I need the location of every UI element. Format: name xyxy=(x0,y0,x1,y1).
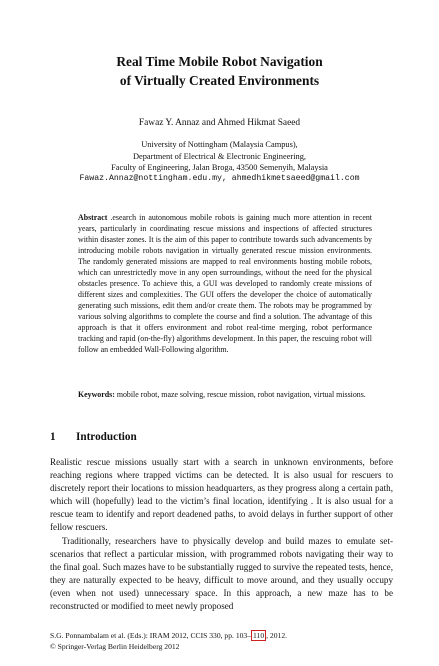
section-heading xyxy=(50,431,137,443)
citation-text: S.G. Ponnambalam et al. (Eds.): IRAM 2012, CCIS 330, pp. 103– xyxy=(50,631,252,640)
keywords-text: mobile robot, maze solving, rescue mission, robot navigation, virtual missions. xyxy=(116,390,366,399)
abstract-text: .esearch in autonomous mobile robots is gaining much more attention in recent years, particularly in coordinating rescue missions and inspections of affected structures within disaster zones. It is the aim of this paper to contribute towards such advancements by introducing mobile robots navigation in virtually generated rescue mission environments. The randomly generated missions are mapped to real environments hosting mobile robots, which can unrestrictedly move in any open surroundings, without the need for the physical obstacles presence. To achieve this, a GUI was developed to randomly create missions of different sizes and complexities. The GUI offers the developer the choice of automatically generating such missions, edit them and/or create them. The robots may be programmed by various solving algorithms to complete the course and find a solution. The advantage of this approach is that it offers environment and robot real-time merging, robot performance tracking and rapid (on-the-fly) algorithms development. In this paper, the rescuing robot will follow an embedded Wall-Following algorithm. xyxy=(78,213,372,354)
author-emails: Fawaz.Annaz@nottingham.edu.my, ahmedhikmetsaeed@gmail.com xyxy=(79,174,360,183)
section-title: Introduction xyxy=(76,431,137,443)
paragraph: Traditionally, researchers have to physically develop and build mazes to emulate set-scenarios that reflect a particular mission, with programmed robots navigating their way to the final goal. Such mazes have to be substantially rugged to survive the repeated tests, hence, they are naturally expected to be heavy, difficult to move around, and they usually occupy (even when not used) unnecessary space. In this approach, a new maze has to be reconstructed or modified to meet newly proposed xyxy=(50,535,393,612)
section-number: 1 xyxy=(50,431,56,443)
abstract-label: Abstract xyxy=(78,213,108,222)
body-text xyxy=(50,456,393,613)
paper-title-line-1: Real Time Mobile Robot Navigation xyxy=(116,54,323,69)
copyright-line: © Springer-Verlag Berlin Heidelberg 2012 xyxy=(50,642,180,651)
paragraph: Realistic rescue missions usually start with a search in unknown environments, before reaching regions where trapped victims can be detected. It is also usual for rescuers to discretely report their locations to mission headquarters, as they progress along a certain path, which will (hopefully) lead to the victim’s final location, identifying . It is also usual for a rescue team to identify and report deadened paths, to avoid delays in further support of other fellow rescuers. xyxy=(50,457,393,533)
keywords xyxy=(78,389,372,400)
affiliation-line-2: Department of Electrical & Electronic Engineering, xyxy=(132,151,306,161)
authors: Fawaz Y. Annaz and Ahmed Hikmat Saeed xyxy=(138,118,301,128)
citation-year: , 2012. xyxy=(266,631,288,640)
page-range-link[interactable]: 110 xyxy=(253,631,265,640)
citation-line xyxy=(50,630,287,641)
keywords-label: Keywords: xyxy=(78,390,115,399)
paper-title-line-2: of Virtually Created Environments xyxy=(119,73,320,88)
footnote xyxy=(50,630,287,652)
abstract xyxy=(78,212,372,355)
affiliation-line-3: Faculty of Engineering, Jalan Broga, 43500 Semenyih, Malaysia xyxy=(111,163,328,172)
affiliation-line-1: University of Nottingham (Malaysia Campus), xyxy=(141,140,298,149)
